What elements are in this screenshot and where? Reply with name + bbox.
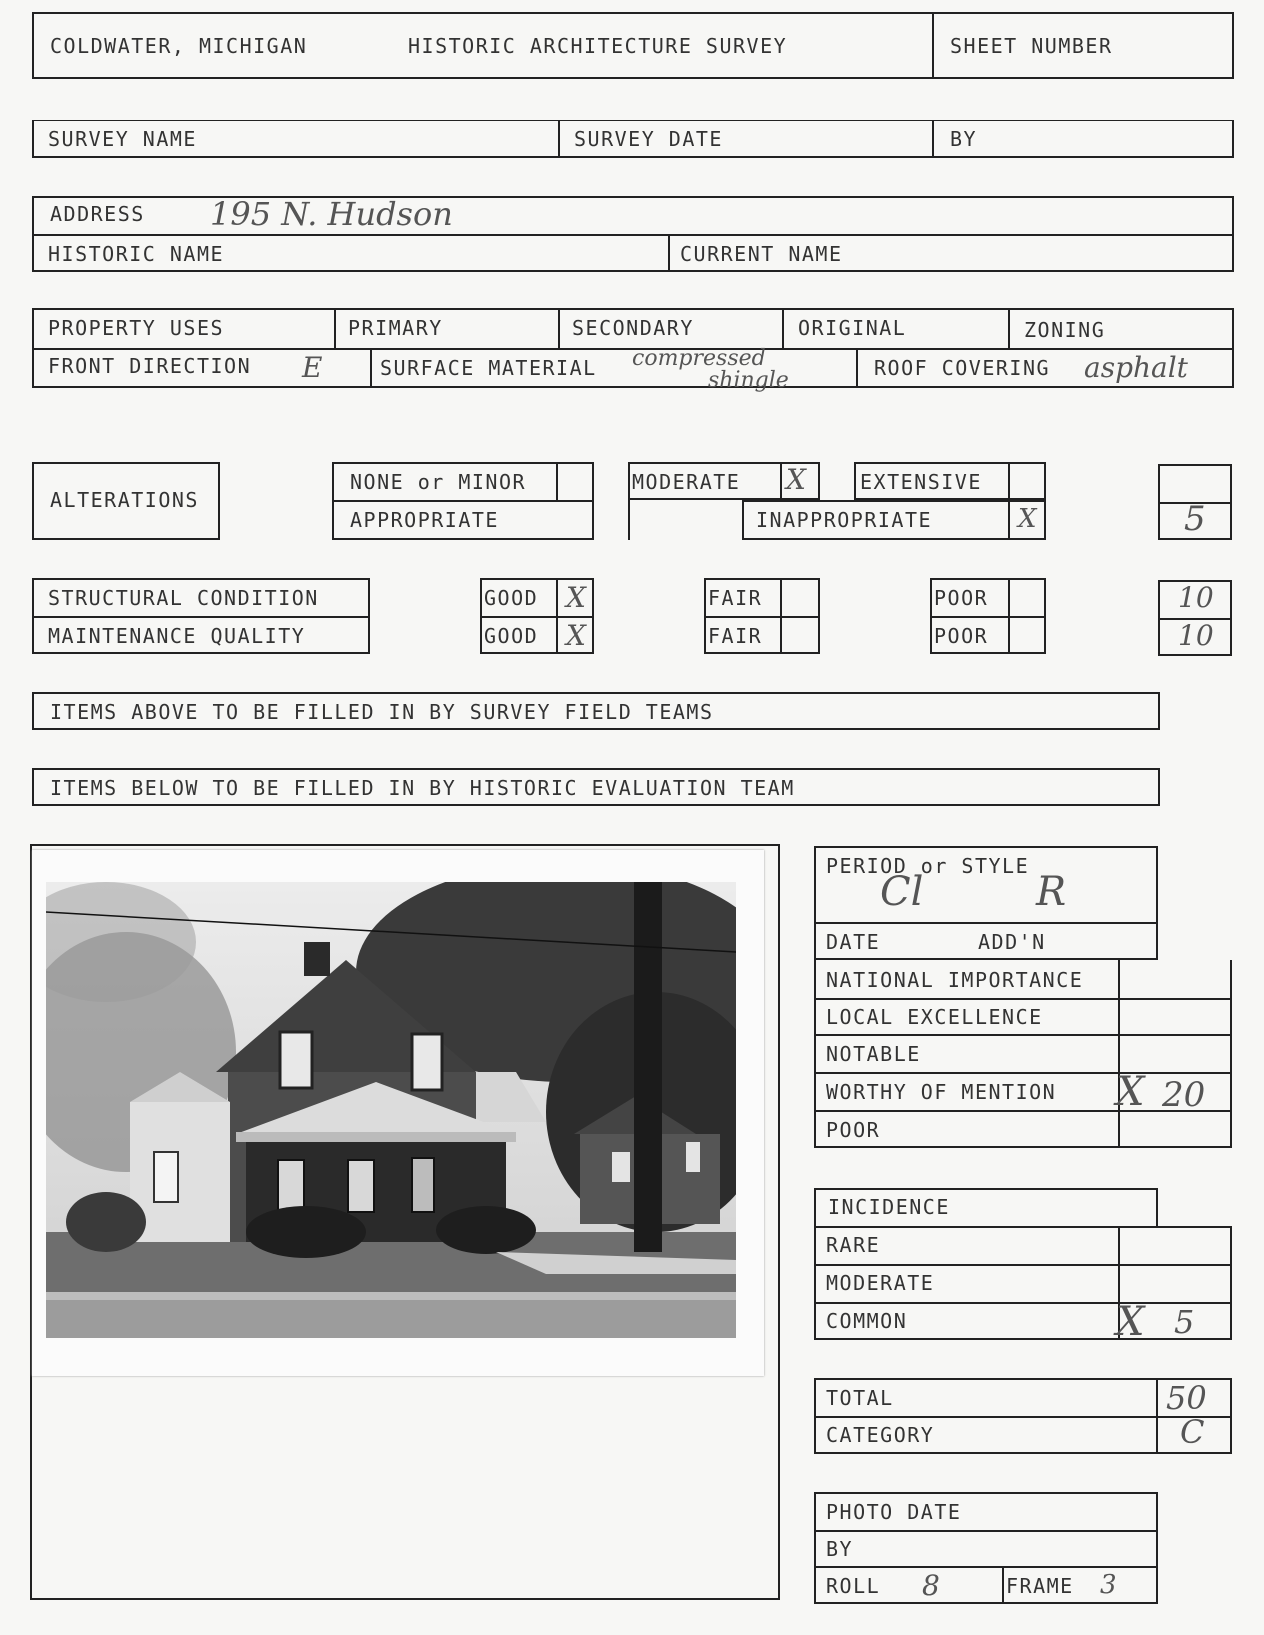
secondary-label: SECONDARY	[572, 316, 694, 340]
appropriate-label: APPROPRIATE	[350, 508, 499, 532]
eval-poor-label: POOR	[826, 1118, 881, 1142]
local-excellence-label: LOCAL EXCELLENCE	[826, 1005, 1043, 1029]
original-label: ORIGINAL	[798, 316, 907, 340]
property-uses-label: PROPERTY USES	[48, 316, 225, 340]
primary-label: PRIMARY	[348, 316, 443, 340]
total-label: TOTAL	[826, 1386, 894, 1410]
address-divider	[32, 234, 1234, 236]
historic-name-label: HISTORIC NAME	[48, 242, 225, 266]
fair-checkbox-divider	[780, 578, 782, 654]
inappropriate-label: INAPPROPRIATE	[756, 508, 933, 532]
notable-label: NOTABLE	[826, 1042, 921, 1066]
photo-date-label: PHOTO DATE	[826, 1500, 962, 1524]
good-divider	[480, 616, 594, 618]
moderate-label: MODERATE	[632, 470, 741, 494]
national-importance-label: NATIONAL IMPORTANCE	[826, 968, 1084, 992]
maintenance-good-mark[interactable]: X	[566, 619, 586, 652]
alt-row-divider-1	[332, 500, 594, 502]
poor-divider	[930, 616, 1046, 618]
prop-div-1	[334, 308, 336, 348]
structural-condition-label: STRUCTURAL CONDITION	[48, 586, 319, 610]
worthy-of-mention-label: WORTHY OF MENTION	[826, 1080, 1057, 1104]
rare-label: RARE	[826, 1233, 881, 1257]
survey-name-label: SURVEY NAME	[48, 127, 197, 151]
roof-covering-value: asphalt	[1084, 351, 1188, 384]
alterations-label: ALTERATIONS	[50, 488, 199, 512]
incidence-moderate-label: MODERATE	[826, 1271, 935, 1295]
address-label: ADDRESS	[50, 202, 145, 226]
good-checkbox-divider	[556, 578, 558, 654]
moderate-checkbox-divider	[780, 462, 782, 500]
inappropriate-mark[interactable]: X	[1018, 504, 1037, 534]
addn-label: ADD'N	[978, 930, 1046, 954]
extensive-label: EXTENSIVE	[860, 470, 982, 494]
none-minor-checkbox[interactable]	[556, 462, 558, 500]
importance-col-divider	[1118, 960, 1120, 1148]
survey-divider-2	[932, 120, 934, 158]
structural-score: 10	[1178, 581, 1214, 614]
condition-divider	[32, 616, 370, 618]
maintenance-poor-label: POOR	[934, 624, 989, 648]
note-above: ITEMS ABOVE TO BE FILLED IN BY SURVEY FIELD TEAMS	[50, 700, 714, 724]
structural-good-label: GOOD	[484, 586, 539, 610]
zoning-label: ZONING	[1024, 318, 1106, 342]
survey-by-label: BY	[950, 127, 978, 151]
prop-div-3	[782, 308, 784, 348]
header-city: COLDWATER, MICHIGAN	[50, 34, 308, 58]
photo-by-label: BY	[826, 1537, 854, 1561]
imp-row-3	[814, 1072, 1232, 1074]
roll-label: ROLL	[826, 1574, 881, 1598]
note-below: ITEMS BELOW TO BE FILLED IN BY HISTORIC EVALUATION TEAM	[50, 776, 795, 800]
address-value: 195 N. Hudson	[210, 195, 453, 233]
structural-good-mark[interactable]: X	[566, 581, 586, 614]
roll-value: 8	[922, 1569, 940, 1602]
inc-row-2	[814, 1302, 1232, 1304]
period-style-label: PERIOD or STYLE	[826, 854, 1030, 878]
names-divider	[668, 234, 670, 272]
incidence-label: INCIDENCE	[828, 1195, 950, 1219]
inc-row-1	[814, 1264, 1232, 1266]
header-divider	[932, 12, 934, 79]
total-value: 50	[1166, 1379, 1207, 1417]
surface-material-value-2: shingle	[708, 368, 789, 393]
photo-row-1	[814, 1530, 1158, 1532]
period-style-value-1: Cl	[880, 869, 924, 915]
common-label: COMMON	[826, 1309, 908, 1333]
house-photo	[46, 882, 736, 1338]
house-photo-image	[46, 882, 736, 1338]
frame-label: FRAME	[1006, 1574, 1074, 1598]
common-mark[interactable]: X	[1116, 1299, 1145, 1345]
maintenance-good-label: GOOD	[484, 624, 539, 648]
fair-divider	[704, 616, 820, 618]
front-direction-value: E	[302, 351, 323, 384]
worthy-score: 20	[1162, 1075, 1206, 1115]
extensive-checkbox-divider	[1008, 462, 1010, 500]
maintenance-fair-label: FAIR	[708, 624, 763, 648]
surface-material-label: SURFACE MATERIAL	[380, 356, 597, 380]
current-name-label: CURRENT NAME	[680, 242, 843, 266]
surface-material-value-1: compressed	[632, 346, 766, 371]
imp-row-2	[814, 1034, 1232, 1036]
moderate-mark[interactable]: X	[786, 463, 806, 496]
photo-row-2	[814, 1566, 1158, 1568]
prop-div-5	[370, 348, 372, 388]
maintenance-quality-label: MAINTENANCE QUALITY	[48, 624, 306, 648]
frame-value: 3	[1100, 1570, 1117, 1600]
period-style-value-2: R	[1036, 869, 1067, 915]
header-title: HISTORIC ARCHITECTURE SURVEY	[408, 34, 788, 58]
alterations-score: 5	[1184, 499, 1206, 539]
structural-fair-label: FAIR	[708, 586, 763, 610]
inappropriate-checkbox-divider	[1008, 500, 1010, 540]
eval-date-label: DATE	[826, 930, 881, 954]
none-minor-label: NONE or MINOR	[350, 470, 527, 494]
survey-date-label: SURVEY DATE	[574, 127, 723, 151]
maintenance-score: 10	[1178, 619, 1214, 652]
roof-covering-label: ROOF COVERING	[874, 356, 1051, 380]
common-score: 5	[1174, 1303, 1195, 1341]
worthy-mark[interactable]: X	[1116, 1069, 1145, 1115]
poor-checkbox-divider	[1008, 578, 1010, 654]
imp-row-1	[814, 998, 1232, 1000]
prop-div-6	[856, 348, 858, 388]
prop-div-4	[1008, 308, 1010, 348]
prop-div-2	[558, 308, 560, 348]
front-direction-label: FRONT DIRECTION	[48, 354, 252, 378]
survey-divider-1	[558, 120, 560, 158]
appropriate-box-edge	[628, 500, 630, 540]
category-value: C	[1180, 1413, 1205, 1451]
sheet-number-label: SHEET NUMBER	[950, 34, 1113, 58]
roll-frame-divider	[1002, 1566, 1004, 1604]
structural-poor-label: POOR	[934, 586, 989, 610]
category-label: CATEGORY	[826, 1423, 935, 1447]
